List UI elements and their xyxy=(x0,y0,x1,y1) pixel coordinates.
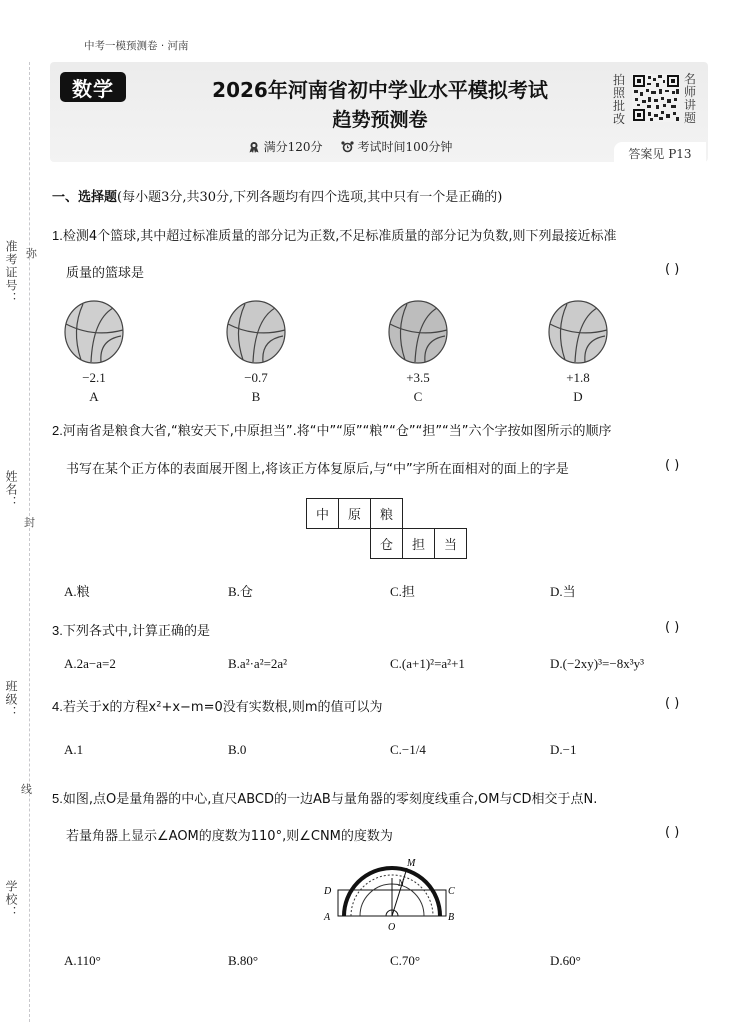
question-4-text: 4.若关于x的方程x²+x−m=0没有实数根,则m的值可以为 xyxy=(52,699,383,715)
question-3-text: 3.下列各式中,计算正确的是 xyxy=(52,623,210,639)
q5-option-b[interactable]: B.80° xyxy=(228,953,259,968)
net-cell: 仓 xyxy=(370,528,403,559)
question-2-text: 2.河南省是粮食大省,“粮安天下,中原担当”.将“中”“原”“粮”“仓”“担”“当”六个字按如图所示的顺序 xyxy=(52,423,612,439)
net-cell: 原 xyxy=(338,498,371,529)
section-heading: 一、选择题(每小题3分,共30分,下列各题均有四个选项,其中只有一个是正确的) xyxy=(52,190,503,205)
question-5-text: 5.如图,点O是量角器的中心,直尺ABCD的一边AB与量角器的零刻度线重合,OM与CD相交于点N. xyxy=(52,791,598,807)
q2-option-a[interactable]: A.粮 xyxy=(64,584,90,599)
school-label: 学校： xyxy=(4,880,18,919)
q2-option-d[interactable]: D.当 xyxy=(550,584,576,599)
q5-option-a[interactable]: A.110° xyxy=(64,953,101,968)
award-icon xyxy=(248,141,260,153)
q4-option-b[interactable]: B.0 xyxy=(228,742,247,757)
basketball-icon xyxy=(547,300,609,364)
seal-mark-feng: 封 xyxy=(24,516,35,529)
binding-margin-line xyxy=(29,62,30,1022)
answer-blank-1[interactable]: ( ) xyxy=(665,262,680,277)
answer-blank-3[interactable]: ( ) xyxy=(665,620,680,635)
question-1-text: 1.检测4个篮球,其中超过标准质量的部分记为正数,不足标准质量的部分记为负数,则下列最接近标准 xyxy=(52,228,617,244)
basketball-icon xyxy=(63,300,125,364)
question-1-text-cont: 质量的篮球是 xyxy=(66,266,145,281)
label-m: M xyxy=(407,858,416,869)
option-ball-c[interactable]: +3.5 C xyxy=(378,300,458,405)
full-score: 满分120分 xyxy=(248,138,323,155)
exam-subtitle: 趋势预测卷 xyxy=(332,109,428,131)
class-label: 班级： xyxy=(4,680,18,719)
q3-option-b[interactable]: B.a²·a²=2a² xyxy=(228,656,288,671)
label-n: N xyxy=(398,878,405,888)
series-label: 中考一模预测卷 · 河南 xyxy=(84,40,189,52)
q4-option-c[interactable]: C.−1/4 xyxy=(390,742,426,757)
seal-mark-mi: 弥 xyxy=(26,247,37,260)
protractor-ruler-figure xyxy=(318,858,468,938)
label-a: A xyxy=(324,912,331,923)
option-ball-a[interactable]: −2.1 A xyxy=(54,300,134,405)
label-d: D xyxy=(324,886,332,897)
qr-caption-left: 拍照批改 xyxy=(613,73,626,126)
answer-blank-4[interactable]: ( ) xyxy=(665,696,680,711)
answer-reference: 答案见 P13 xyxy=(614,142,706,164)
option-ball-d[interactable]: +1.8 D xyxy=(538,300,618,405)
seal-mark-xian: 线 xyxy=(21,783,32,796)
exam-time: 考试时间100分钟 xyxy=(341,138,453,155)
basketball-icon xyxy=(387,300,449,364)
answer-blank-2[interactable]: ( ) xyxy=(665,458,680,473)
q3-option-c[interactable]: C.(a+1)²=a²+1 xyxy=(390,656,465,671)
alarm-clock-icon xyxy=(341,141,354,153)
label-o: O xyxy=(388,922,396,933)
name-label: 姓名： xyxy=(4,470,18,509)
net-cell: 中 xyxy=(306,498,339,529)
q2-option-b[interactable]: B.仓 xyxy=(228,584,253,599)
question-2-text-cont: 书写在某个正方体的表面展开图上,将该正方体复原后,与“中”字所在面相对的面上的字是 xyxy=(66,462,569,477)
q4-option-a[interactable]: A.1 xyxy=(64,742,84,757)
net-cell: 担 xyxy=(402,528,435,559)
q5-option-d[interactable]: D.60° xyxy=(550,953,581,968)
option-ball-b[interactable]: −0.7 B xyxy=(216,300,296,405)
subject-badge: 数学 xyxy=(60,72,126,102)
answer-blank-5[interactable]: ( ) xyxy=(665,825,680,840)
net-cell: 当 xyxy=(434,528,467,559)
q3-option-a[interactable]: A.2a−a=2 xyxy=(64,656,116,671)
exam-title: 2026年河南省初中学业水平模拟考试 xyxy=(212,78,548,102)
exam-number-label: 准考证号： xyxy=(4,240,18,305)
q3-option-d[interactable]: D.(−2xy)³=−8x³y³ xyxy=(550,656,644,671)
label-b: B xyxy=(448,912,455,923)
qr-caption-right: 名师讲题 xyxy=(684,72,697,125)
q5-option-c[interactable]: C.70° xyxy=(390,953,421,968)
basketball-icon xyxy=(225,300,287,364)
cube-net-figure xyxy=(306,498,468,560)
net-cell: 粮 xyxy=(370,498,403,529)
qr-code-icon[interactable] xyxy=(632,74,680,122)
label-c: C xyxy=(448,886,455,897)
question-5-text-cont: 若量角器上显示∠AOM的度数为110°,则∠CNM的度数为 xyxy=(66,829,393,844)
exam-meta xyxy=(200,138,500,155)
q2-option-c[interactable]: C.担 xyxy=(390,584,415,599)
q4-option-d[interactable]: D.−1 xyxy=(550,742,577,757)
